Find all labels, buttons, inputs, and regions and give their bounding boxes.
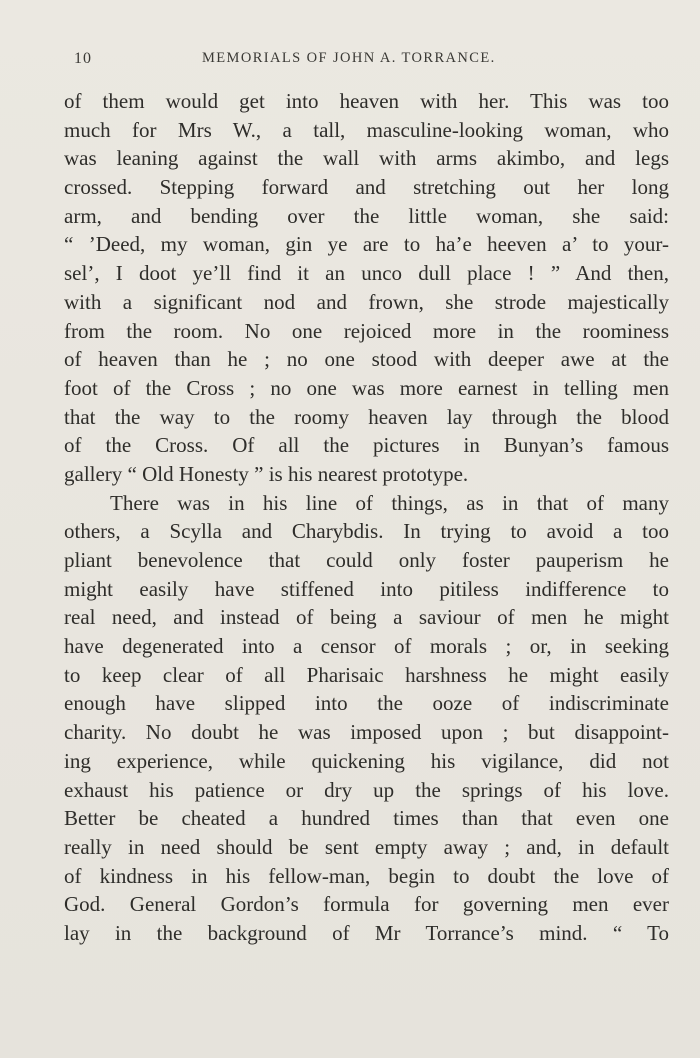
text-line: from the room. No one rejoiced more in the roominess: [64, 318, 669, 343]
text-line: exhaust his patience or dry up the springs of his love.: [64, 777, 669, 802]
text-line: sel’, I doot ye’ll find it an unco dull place ! ” And then,: [64, 261, 669, 286]
text-line: have degenerated into a censor of morals ; or, in seeking: [64, 634, 669, 659]
text-line: that the way to the roomy heaven lay through the blood: [64, 404, 669, 429]
text-line: of them would get into heaven with her. This was too: [64, 89, 669, 113]
page-number: 10: [74, 50, 92, 67]
text-line: really in need should be sent empty away ; and, in default: [64, 834, 669, 859]
paragraph-first-line: There was in his line of things, as in that of many: [110, 490, 669, 515]
text-line: with a significant nod and frown, she strode majestically: [64, 289, 669, 314]
text-line: lay in the background of Mr Torrance’s mind. “ To: [64, 920, 669, 945]
text-line: much for Mrs W., a tall, masculine-looking woman, who: [64, 117, 669, 142]
running-head: [74, 50, 668, 72]
text-line: arm, and bending over the little woman, she said:: [64, 203, 669, 228]
text-line: enough have slipped into the ooze of indiscriminate: [64, 691, 669, 716]
text-line: crossed. Stepping forward and stretching out her long: [64, 175, 669, 200]
text-line: ing experience, while quickening his vigilance, did not: [64, 748, 669, 773]
text-line: was leaning against the wall with arms akimbo, and legs: [64, 146, 669, 171]
text-line: Better be cheated a hundred times than that even one: [64, 806, 669, 831]
text-line: others, a Scylla and Charybdis. In trying to avoid a too: [64, 519, 669, 544]
text-line: to keep clear of all Pharisaic harshness he might easily: [64, 662, 669, 687]
running-title: MEMORIALS OF JOHN A. TORRANCE.: [202, 50, 496, 66]
text-line: God. General Gordon’s formula for governing men ever: [64, 892, 669, 917]
text-line: charity. No doubt he was imposed upon ; but disappoint-: [64, 720, 669, 745]
text-line: of kindness in his fellow-man, begin to doubt the love of: [64, 863, 669, 888]
text-line: real need, and instead of being a saviour of men he might: [64, 605, 669, 630]
text-line: gallery “ Old Honesty ” is his nearest prototype.: [64, 461, 469, 486]
text-line: pliant benevolence that could only foster pauperism he: [64, 548, 669, 572]
body-text: [64, 87, 669, 948]
text-line: of heaven than he ; no one stood with deeper awe at the: [64, 347, 669, 372]
text-line: “ ’Deed, my woman, gin ye are to ha’e heeven a’ to your-: [64, 232, 669, 257]
text-line: foot of the Cross ; no one was more earnest in telling men: [64, 375, 669, 400]
text-line: of the Cross. Of all the pictures in Bunyan’s famous: [64, 433, 669, 458]
text-line: might easily have stiffened into pitiless indifference to: [64, 576, 669, 601]
